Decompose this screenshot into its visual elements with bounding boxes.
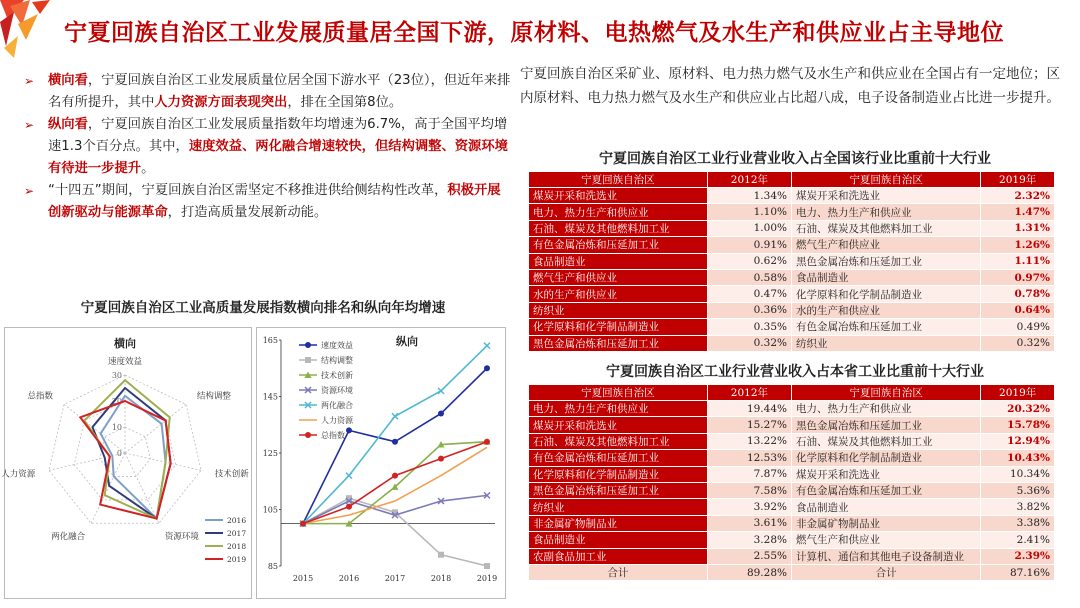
legend-label: 总指数 <box>321 431 345 440</box>
table-cell: 有色金属冶炼和压延加工业 <box>791 319 980 335</box>
table-cell: 化学原料和化学制品制造业 <box>791 286 980 302</box>
data-point <box>484 365 490 371</box>
bullet-text: ，排在全国第8位。 <box>287 95 403 110</box>
line-chart <box>257 328 507 600</box>
line-chart-title: 纵向 <box>396 335 418 348</box>
table-cell: 7.87% <box>707 466 791 482</box>
bullet-text: 。 <box>141 161 155 176</box>
table-cell: 0.32% <box>707 335 791 351</box>
table-cell: 0.58% <box>707 269 791 285</box>
table-cell: 19.44% <box>707 401 791 417</box>
table-row <box>529 319 1055 335</box>
highlight-text: 积极开展创新驱动与能源革命 <box>48 183 501 220</box>
table-header: 宁夏回族自治区 <box>791 172 980 188</box>
arrow-bullet-icon: ➢ <box>24 74 35 88</box>
table-cell: 2.41% <box>981 532 1055 548</box>
table-header: 2012年 <box>707 385 791 401</box>
table-cell: 12.94% <box>981 433 1055 449</box>
table-cell: 3.82% <box>981 499 1055 515</box>
bullet-text: ，打造高质量发展新动能。 <box>167 205 328 220</box>
table-row <box>529 433 1055 449</box>
radar-series-2019 <box>80 401 170 519</box>
radar-axis-label: 人力资源 <box>1 469 36 480</box>
table-total-cell: 合计 <box>791 564 980 580</box>
table-cell: 石油、煤炭及其他燃料加工业 <box>529 433 708 449</box>
table-cell: 3.92% <box>707 499 791 515</box>
radar-tick-label: 0 <box>116 449 122 458</box>
data-point <box>392 413 398 419</box>
table-row <box>529 269 1055 285</box>
table-cell: 0.47% <box>707 286 791 302</box>
table-cell: 非金属矿物制品业 <box>529 515 708 531</box>
bullet-item <box>24 114 512 180</box>
y-tick-label: 85 <box>267 562 278 571</box>
radar-chart <box>1 328 253 600</box>
table-cell: 2.32% <box>981 188 1055 204</box>
y-tick-label: 105 <box>262 505 278 515</box>
table-cell: 纺织业 <box>529 499 708 515</box>
table1-title: 宁夏回族自治区工业行业营业收入占全国该行业比重前十大行业 <box>599 151 991 167</box>
table-cell: 黑色金属冶炼和压延加工业 <box>791 253 980 269</box>
line-chart-panel <box>256 327 506 599</box>
table-cell: 1.10% <box>707 204 791 220</box>
table-row <box>529 532 1055 548</box>
legend-label: 速度效益 <box>321 341 353 350</box>
table-cell: 1.11% <box>981 253 1055 269</box>
radar-chart-panel <box>1 327 252 599</box>
legend-label: 技术创新 <box>321 371 353 380</box>
table-provincial-share <box>528 384 1055 581</box>
table-cell: 黑色金属冶炼和压延加工业 <box>529 335 708 351</box>
table-cell: 5.36% <box>981 482 1055 498</box>
x-tick-label: 2019 <box>476 574 498 583</box>
highlight-text: 人力资源方面表现突出 <box>154 95 288 110</box>
data-point <box>305 432 311 438</box>
data-point <box>392 439 398 445</box>
table-cell: 煤炭开采和洗选业 <box>791 188 980 204</box>
table-total-row <box>529 564 1055 580</box>
data-point <box>438 456 444 462</box>
table-cell: 纺织业 <box>529 302 708 318</box>
table-cell: 食品制造业 <box>529 253 708 269</box>
data-point <box>346 473 352 479</box>
bullet-text: ，宁夏回族自治区工业发展质量指数年均增速为6.7%，高于全国平均增速1.3个百分点。其中， <box>48 117 508 154</box>
table-cell: 10.34% <box>981 466 1055 482</box>
table-header: 宁夏回族自治区 <box>529 385 708 401</box>
table-cell: 农副食品加工业 <box>529 548 708 564</box>
table-cell: 10.43% <box>981 450 1055 466</box>
bullet-item <box>24 70 512 114</box>
y-tick-label: 125 <box>262 449 278 458</box>
data-point <box>392 473 398 479</box>
legend-label: 结构调整 <box>321 356 353 365</box>
table-row <box>529 466 1055 482</box>
highlight-text: 纵向看 <box>48 117 88 132</box>
table-cell: 化学原料和化学制品制造业 <box>529 466 708 482</box>
data-point <box>305 357 311 363</box>
bullet-list <box>24 70 512 224</box>
table-cell: 0.62% <box>707 253 791 269</box>
data-point <box>300 521 306 527</box>
table-cell: 非金属矿物制品业 <box>791 515 980 531</box>
table-row <box>529 499 1055 515</box>
bullet-text: ，宁夏回族自治区工业发展质量位居全国下游水平（23位），但近年来排名有所提升，其中 <box>48 73 511 110</box>
charts-title: 宁夏回族自治区工业高质量发展指数横向排名和纵向年均增速 <box>80 300 446 316</box>
table-cell: 煤炭开采和洗选业 <box>791 466 980 482</box>
table-row <box>529 335 1055 351</box>
radar-axis-label: 总指数 <box>27 391 54 402</box>
x-tick-label: 2015 <box>292 574 314 583</box>
table-total-cell: 87.16% <box>981 564 1055 580</box>
table-cell: 0.32% <box>981 335 1055 351</box>
table-cell: 0.97% <box>981 269 1055 285</box>
legend-label: 两化融合 <box>321 401 353 410</box>
table-cell: 黑色金属冶炼和压延加工业 <box>529 482 708 498</box>
table-cell: 石油、煤炭及其他燃料加工业 <box>791 433 980 449</box>
table-cell: 0.64% <box>981 302 1055 318</box>
table-row <box>529 253 1055 269</box>
table-cell: 石油、煤炭及其他燃料加工业 <box>791 220 980 236</box>
table-cell: 黑色金属冶炼和压延加工业 <box>791 417 980 433</box>
table-cell: 食品制造业 <box>529 532 708 548</box>
table-cell: 有色金属冶炼和压延加工业 <box>529 237 708 253</box>
table-cell: 3.28% <box>707 532 791 548</box>
radar-axis-label: 技术创新 <box>214 469 249 480</box>
table-cell: 12.53% <box>707 450 791 466</box>
y-tick-label: 145 <box>262 392 278 402</box>
table-cell: 0.49% <box>981 319 1055 335</box>
bullet-item <box>24 180 512 224</box>
table-cell: 水的生产和供应业 <box>791 302 980 318</box>
table-cell: 1.47% <box>981 204 1055 220</box>
table-cell: 电力、热力生产和供应业 <box>529 401 708 417</box>
table-header: 2019年 <box>981 172 1055 188</box>
bullet-text: “十四五”期间，宁夏回族自治区需坚定不移推进供给侧结构性改革， <box>48 183 448 198</box>
table-header: 宁夏回族自治区 <box>529 172 708 188</box>
table-cell: 0.91% <box>707 237 791 253</box>
table-cell: 化学原料和化学制品制造业 <box>529 319 708 335</box>
table-cell: 1.00% <box>707 220 791 236</box>
table-cell: 20.32% <box>981 401 1055 417</box>
table-cell: 3.61% <box>707 515 791 531</box>
radar-axis-label: 两化融合 <box>51 531 86 542</box>
legend-label: 资源环境 <box>321 386 353 395</box>
table-cell: 有色金属冶炼和压延加工业 <box>529 450 708 466</box>
data-point <box>346 427 352 433</box>
radar-tick-label: 10 <box>111 423 122 432</box>
table-header: 2019年 <box>981 385 1055 401</box>
table-cell: 电力、热力生产和供应业 <box>791 401 980 417</box>
radar-axis-label: 资源环境 <box>164 531 199 542</box>
page-title: 宁夏回族自治区工业发展质量居全国下游，原材料、电热燃气及水生产和供应业占主导地位 <box>64 20 1004 46</box>
radar-tick-label: 20 <box>111 397 122 406</box>
table-row <box>529 548 1055 564</box>
data-point <box>438 552 444 558</box>
arrow-bullet-icon: ➢ <box>24 118 35 132</box>
arrow-bullet-icon: ➢ <box>24 184 35 198</box>
table-cell: 1.34% <box>707 188 791 204</box>
table-national-share <box>528 171 1055 352</box>
data-point <box>438 410 444 416</box>
table-cell: 水的生产和供应业 <box>529 286 708 302</box>
table2-title: 宁夏回族自治区工业行业营业收入占本省工业比重前十大行业 <box>606 364 984 380</box>
table-cell: 7.58% <box>707 482 791 498</box>
table-cell: 燃气生产和供应业 <box>529 269 708 285</box>
table-cell: 3.38% <box>981 515 1055 531</box>
x-tick-label: 2018 <box>430 574 452 583</box>
table-cell: 15.27% <box>707 417 791 433</box>
table-cell: 13.22% <box>707 433 791 449</box>
intro-paragraph: 宁夏回族自治区采矿业、原材料、电力热力燃气及水生产和供应业在全国占有一定地位；区内原材料、电力热力燃气及水生产和供应业占比超八成，电子设备制造业占比进一步提升。 <box>520 66 1060 106</box>
table-row <box>529 515 1055 531</box>
radar-spoke <box>125 453 201 470</box>
table-cell: 食品制造业 <box>791 269 980 285</box>
radar-title: 横向 <box>114 337 136 350</box>
table-row <box>529 482 1055 498</box>
table-cell: 电力、热力生产和供应业 <box>529 204 708 220</box>
table-row <box>529 286 1055 302</box>
table-total-cell: 合计 <box>529 564 708 580</box>
table-cell: 0.78% <box>981 286 1055 302</box>
x-tick-label: 2016 <box>338 574 360 583</box>
table-header: 宁夏回族自治区 <box>791 385 980 401</box>
table-cell: 有色金属冶炼和压延加工业 <box>791 482 980 498</box>
legend-label: 2016 <box>227 516 247 525</box>
table-row <box>529 401 1055 417</box>
y-tick-label: 165 <box>262 336 278 345</box>
table-cell: 化学原料和化学制品制造业 <box>791 450 980 466</box>
table-cell: 1.26% <box>981 237 1055 253</box>
table-cell: 煤炭开采和洗选业 <box>529 188 708 204</box>
table-row <box>529 204 1055 220</box>
table-cell: 15.78% <box>981 417 1055 433</box>
legend-label: 2017 <box>227 529 247 538</box>
table-cell: 计算机、通信和其他电子设备制造业 <box>791 548 980 564</box>
table-header: 2012年 <box>707 172 791 188</box>
radar-axis-label: 结构调整 <box>196 391 231 402</box>
data-point <box>438 388 444 394</box>
table-cell: 燃气生产和供应业 <box>791 237 980 253</box>
data-point <box>346 504 352 510</box>
highlight-text: 横向看 <box>48 73 88 88</box>
table-cell: 电力、热力生产和供应业 <box>791 204 980 220</box>
data-point <box>484 563 490 569</box>
table-cell: 0.36% <box>707 302 791 318</box>
table-cell: 纺织业 <box>791 335 980 351</box>
table-total-cell: 89.28% <box>707 564 791 580</box>
table-cell: 石油、煤炭及其他燃料加工业 <box>529 220 708 236</box>
table-cell: 2.39% <box>981 548 1055 564</box>
table-row <box>529 302 1055 318</box>
table-row <box>529 188 1055 204</box>
table-cell: 2.55% <box>707 548 791 564</box>
radar-axis-label: 速度效益 <box>107 357 143 367</box>
table-row <box>529 220 1055 236</box>
corner-decoration <box>0 0 70 60</box>
table-cell: 0.35% <box>707 319 791 335</box>
table-row <box>529 417 1055 433</box>
table-row <box>529 237 1055 253</box>
table-cell: 1.31% <box>981 220 1055 236</box>
table-cell: 煤炭开采和洗选业 <box>529 417 708 433</box>
x-tick-label: 2017 <box>384 574 406 583</box>
legend-label: 2018 <box>227 542 247 551</box>
table-cell: 燃气生产和供应业 <box>791 532 980 548</box>
table-row <box>529 450 1055 466</box>
table-cell: 食品制造业 <box>791 499 980 515</box>
highlight-text: 速度效益、两化融合增速较快，但结构调整、资源环境有待进一步提升 <box>48 139 508 176</box>
radar-tick-label: 30 <box>111 371 122 380</box>
data-point <box>484 343 490 349</box>
data-point <box>305 342 311 348</box>
data-point <box>484 439 490 445</box>
legend-label: 2019 <box>227 555 247 564</box>
legend-label: 人力资源 <box>321 416 353 425</box>
line-series-结构调整 <box>303 498 487 566</box>
